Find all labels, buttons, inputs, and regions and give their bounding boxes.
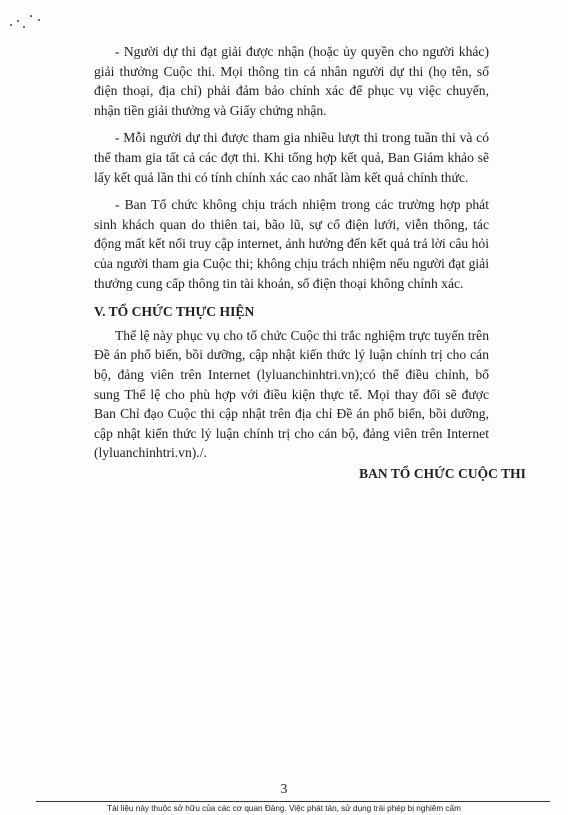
paragraph-liability: - Ban Tổ chức không chịu trách nhiệm trong các trường hợp phát sinh khách quan do thiên tai, bão lũ, sự cố điện lưới, viễn thông, tác động mất kết nối truy cập internet, ảnh hưởng đến kết quả trả lời câu hỏi của người tham gia Cuộc thi; không chịu trách nhiệm nếu người đạt giải thưởng cung cấp thông tin tài khoản, số điện thoại không chính xác. <box>94 197 489 291</box>
scan-specks <box>8 10 48 34</box>
signature-block: BAN TỔ CHỨC CUỘC THI <box>359 466 526 481</box>
footer-confidential-note: Tài liệu này thuộc sở hữu của các cơ quan Đảng. Việc phát tán, sử dụng trái phép bị nghiêm cấm <box>107 804 461 813</box>
section-heading: V. TỔ CHỨC THỰC HIỆN <box>94 304 255 320</box>
page-number: 3 <box>280 781 288 796</box>
paragraph-multiple-attempts: - Mỗi người dự thi được tham gia nhiều lượt thi trong tuần thi và có thể tham gia tất cả các đợt thi. Khi tổng hợp kết quả, Ban Giám khảo sẽ lấy kết quả lần thi có tính chính xác cao nhất làm kết quả chính thức. <box>94 130 489 185</box>
section-body: Thể lệ này phục vụ cho tổ chức Cuộc thi trắc nghiệm trực tuyến trên Đề án phổ biến, bồi dưỡng, cập nhật kiến thức lý luận chính trị cho cán bộ, đảng viên trên Internet (lyluanchinhtri.vn);có thể điều chỉnh, bổ sung Thể lệ cho phù hợp với điều kiện thực tế. Mọi thay đổi sẽ được Ban Chỉ đạo Cuộc thi cập nhật trên địa chỉ Đề án phổ biến, bồi dưỡng, cập nhật kiến thức lý luận chính trị cho cán bộ, đảng viên trên Internet (lyluanchinhtri.vn)./. <box>94 327 489 461</box>
footer-divider <box>36 801 550 802</box>
paragraph-prize-recipient: - Người dự thi đạt giải được nhận (hoặc ủy quyền cho người khác) giải thưởng Cuộc thi. Mọi thông tin cá nhân người dự thi (họ tên, số điện thoại, địa chỉ) phải đảm bảo chính xác để phục vụ việc chuyển, nhận tiền giải thưởng và Giấy chứng nhận. <box>94 44 489 118</box>
document-body <box>94 42 489 463</box>
